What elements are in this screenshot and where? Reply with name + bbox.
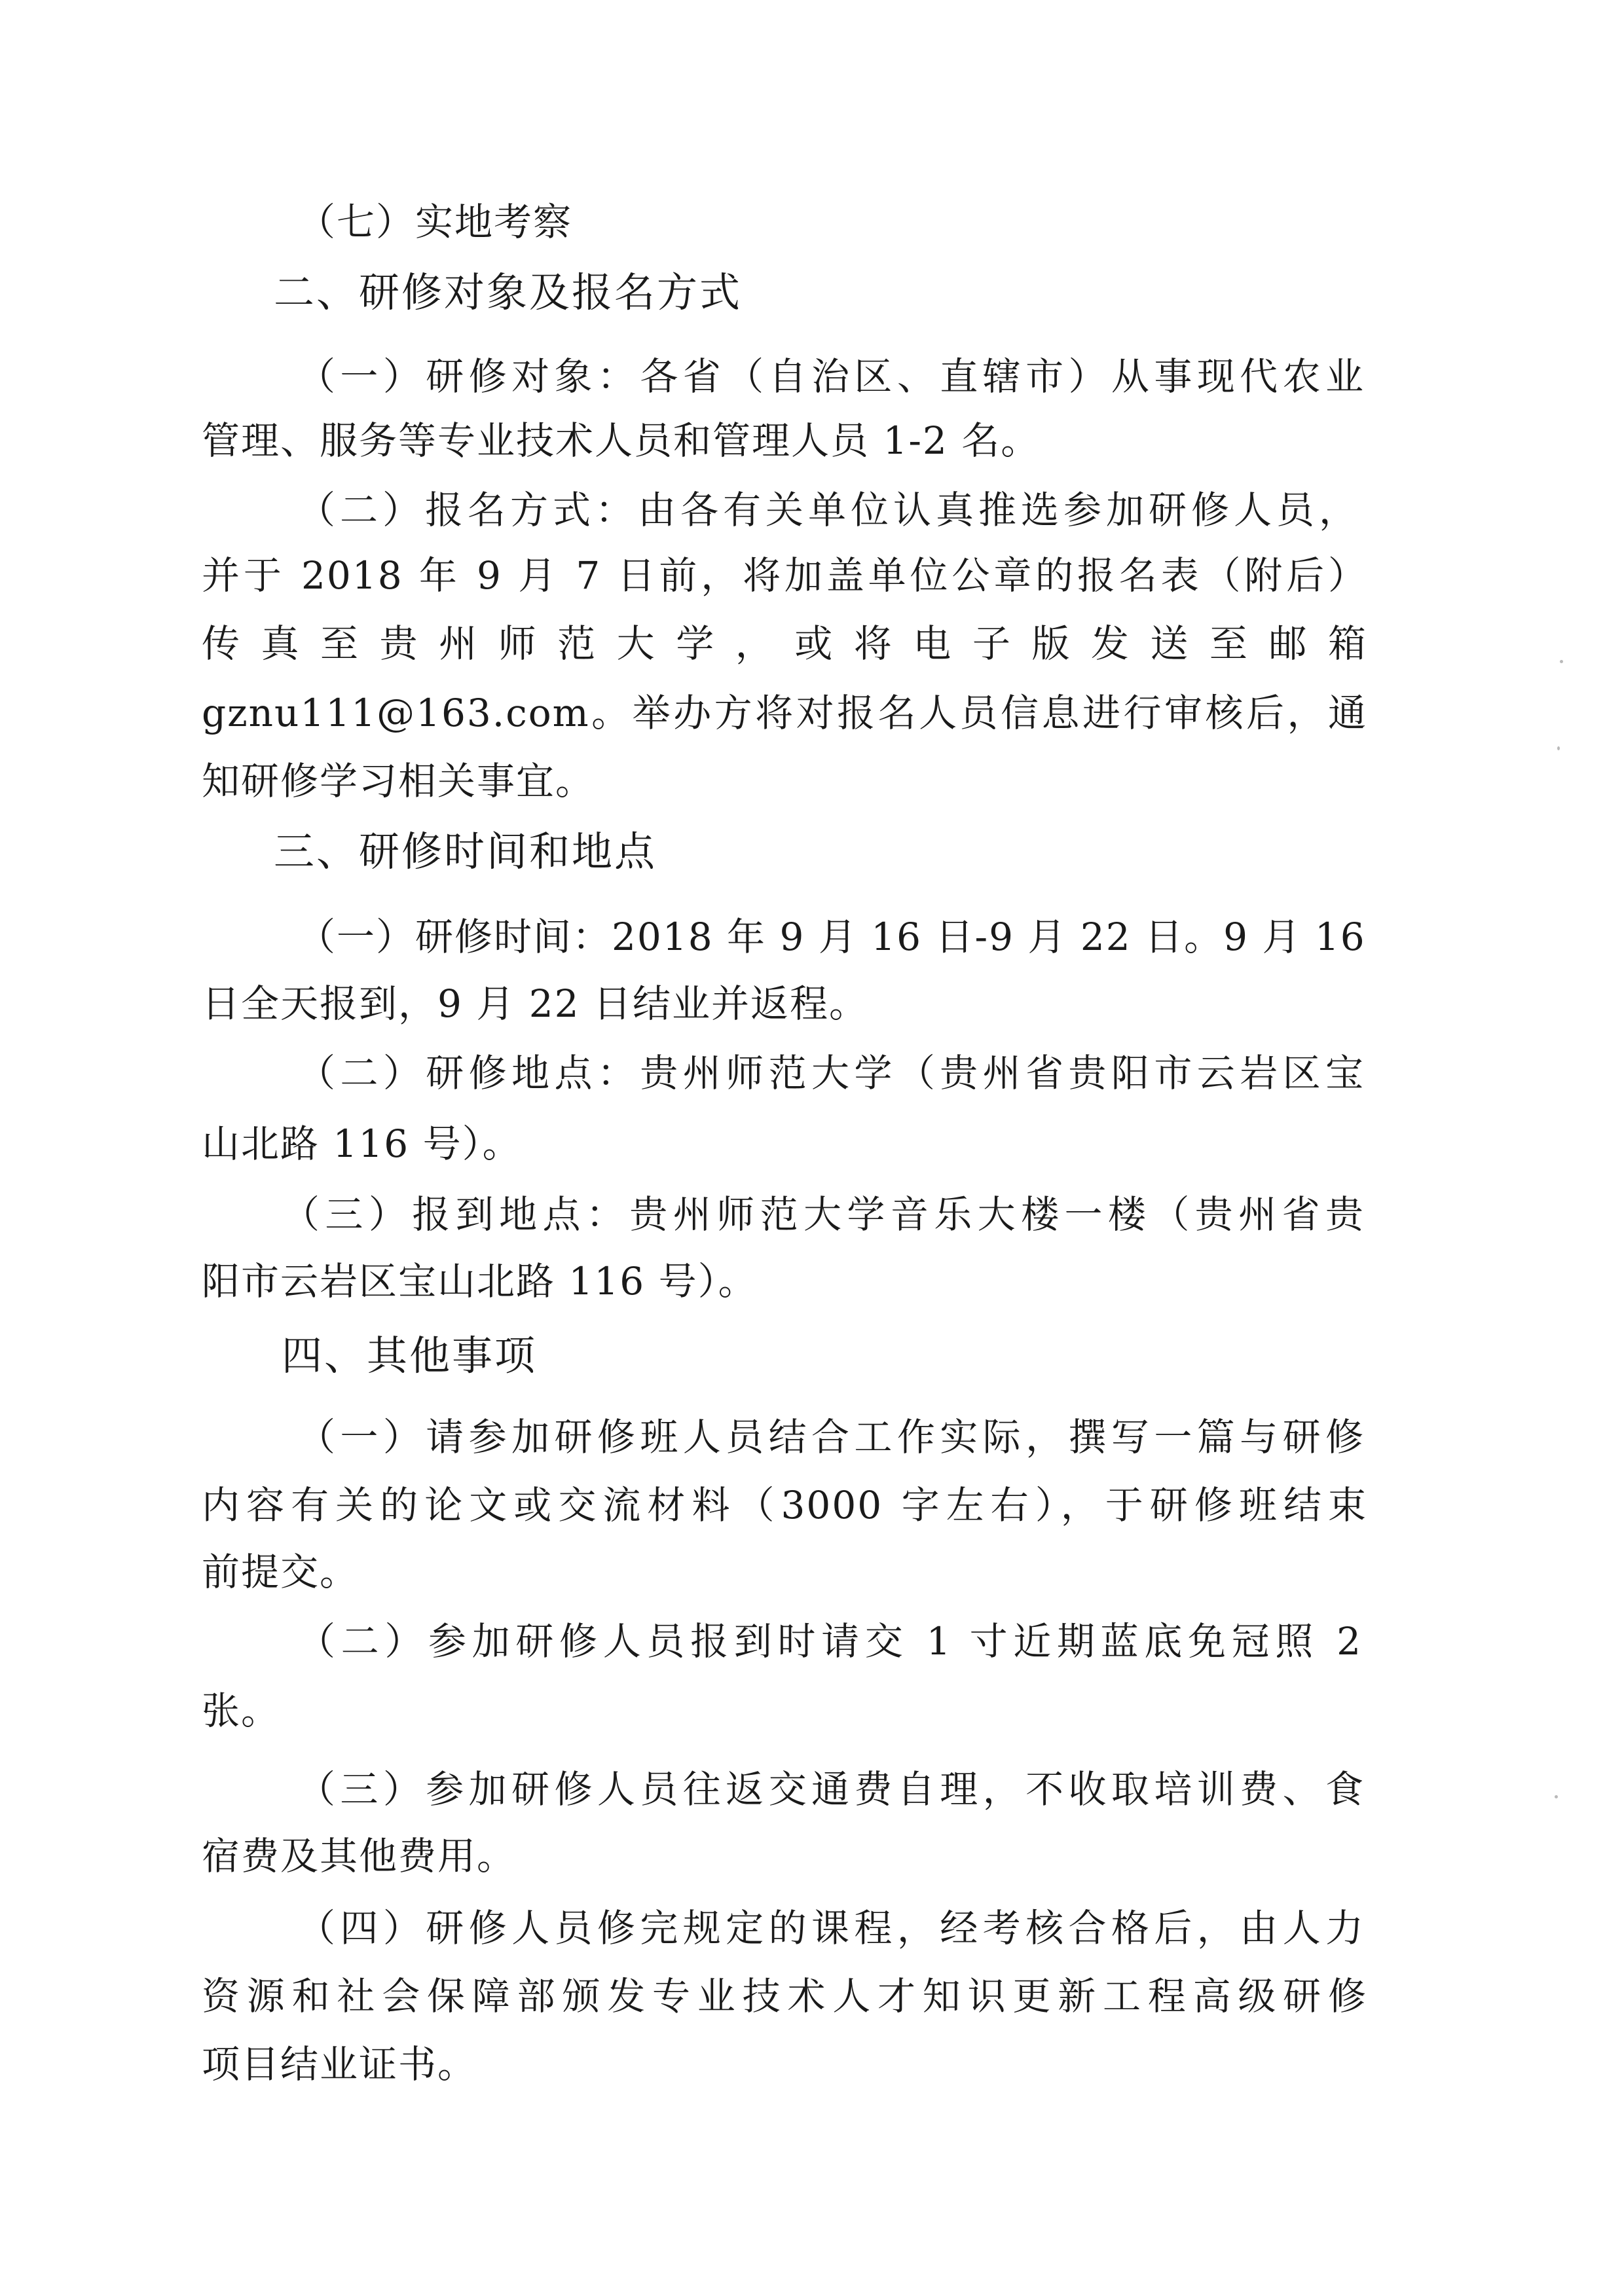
- paragraph-line: 并于 2018 年 9 月 7 日前，将加盖单位公章的报名表（附后）: [202, 553, 1367, 598]
- paragraph-line: 资源和社会保障部颁发专业技术人才知识更新工程高级研修: [202, 1974, 1367, 2018]
- scan-speck: [1555, 1795, 1558, 1798]
- paragraph-line: 山北路 116 号）。: [202, 1121, 522, 1166]
- paragraph-line: （二）研修地点：贵州师范大学（贵州省贵阳市云岩区宝: [297, 1051, 1365, 1095]
- paragraph-line: 管理、服务等专业技术人员和管理人员 1-2 名。: [202, 418, 1041, 463]
- paragraph-line: 前提交。: [202, 1550, 360, 1594]
- paragraph-line: 知研修学习相关事宜。: [202, 759, 595, 803]
- scan-speck: [1557, 746, 1560, 750]
- paragraph-line: （一）研修时间：2018 年 9 月 16 日-9 月 22 日。9 月 16: [297, 915, 1366, 959]
- section-heading: 四、其他事项: [282, 1332, 538, 1379]
- section-heading: 二、研修对象及报名方式: [274, 268, 743, 316]
- paragraph-line: gznu111@163.com。举办方将对报名人员信息进行审核后，通: [202, 691, 1367, 735]
- paragraph-line: （三）参加研修人员往返交通费自理，不收取培训费、食: [297, 1767, 1365, 1812]
- section-heading: 三、研修时间和地点: [274, 828, 657, 875]
- paragraph-line: 阳市云岩区宝山北路 116 号）。: [202, 1259, 758, 1303]
- paragraph-line: 宿费及其他费用。: [202, 1834, 517, 1878]
- paragraph-line: （一）请参加研修班人员结合工作实际，撰写一篇与研修: [297, 1415, 1365, 1459]
- paragraph-line: 张。: [202, 1688, 281, 1733]
- paragraph-line: 传真至贵州师范大学，或将电子版发送至邮箱: [202, 621, 1367, 666]
- paragraph-line: 项目结业证书。: [202, 2042, 477, 2086]
- paragraph-line: （一）研修对象：各省（自治区、直辖市）从事现代农业: [297, 354, 1365, 399]
- paragraph-line: （二）报名方式：由各有关单位认真推选参加研修人员，: [297, 488, 1358, 532]
- paragraph-line: 内容有关的论文或交流材料（3000 字左右），于研修班结束: [202, 1483, 1367, 1527]
- paragraph-line: （二）参加研修人员报到时请交 1 寸近期蓝底免冠照 2: [297, 1619, 1362, 1664]
- paragraph-line: （三）报到地点：贵州师范大学音乐大楼一楼（贵州省贵: [282, 1192, 1365, 1237]
- scan-speck: [1560, 660, 1563, 663]
- paragraph-line: 日全天报到，9 月 22 日结业并返程。: [202, 981, 869, 1026]
- subsection-line: （七）实地考察: [297, 200, 573, 244]
- paragraph-line: （四）研修人员修完规定的课程，经考核合格后，由人力: [297, 1906, 1365, 1950]
